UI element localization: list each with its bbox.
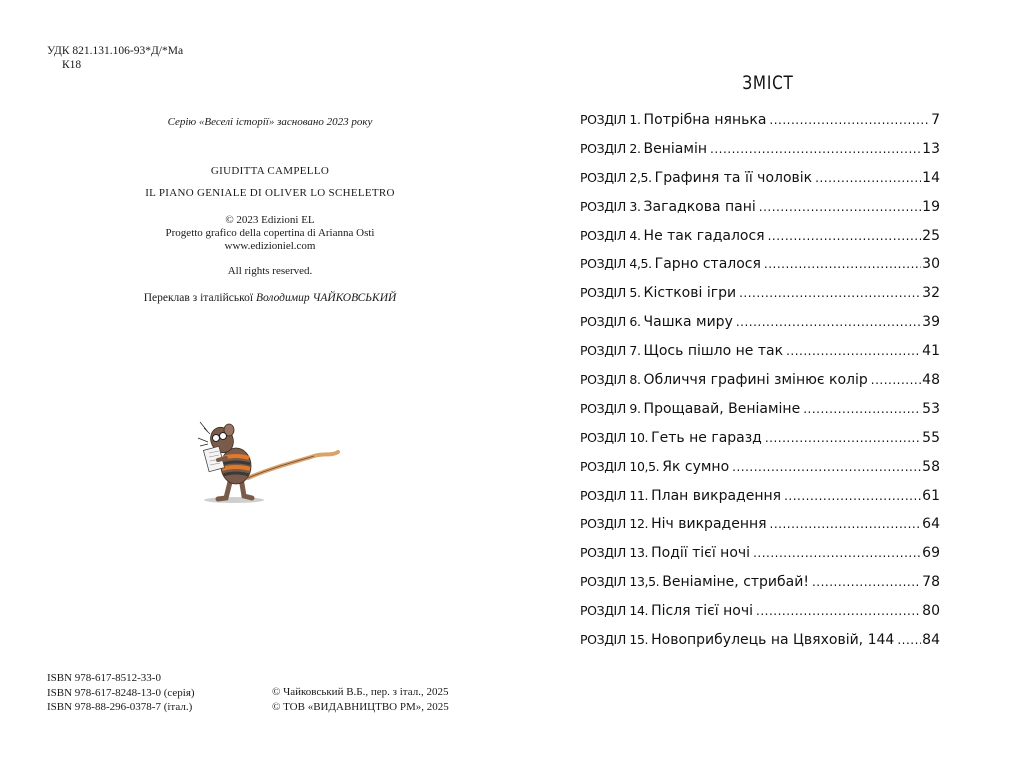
chapter-title: Прощавай, Веніаміне: [643, 400, 801, 417]
chapter-page: 30: [922, 256, 940, 273]
chapter-title: Обличчя графині змінює колір: [643, 372, 868, 389]
udk-code: УДК 821.131.106-93*Д/*Ма: [47, 45, 184, 57]
chapter-page: 58: [922, 458, 940, 475]
chapter-label: РОЗДІЛ 14.: [580, 603, 649, 619]
chapter-label: РОЗДІЛ 15.: [580, 632, 649, 648]
chapter-title: Графиня та її чоловік: [654, 169, 813, 186]
rights-line: Progetto grafico della copertina di Arianna Osti: [165, 227, 375, 239]
rights-line: © 2023 Edizioni EL: [225, 214, 315, 226]
leader-dots: [815, 171, 921, 185]
chapter-label: РОЗДІЛ 8.: [580, 372, 641, 388]
toc-entry: [580, 488, 940, 517]
chapter-page: 64: [922, 516, 940, 533]
chapter-label: РОЗДІЛ 1.: [580, 112, 641, 127]
series-note: Серію «Веселі історії» засновано 2023 року: [167, 116, 373, 128]
chapter-page: 32: [922, 285, 940, 302]
toc-entry: [580, 141, 940, 170]
leader-dots: [736, 315, 921, 329]
chapter-label: РОЗДІЛ 5.: [580, 285, 641, 301]
udk-block: [47, 44, 183, 72]
isbn-line: ISBN 978-88-296-0378-7 (італ.): [47, 701, 193, 713]
leader-dots: [770, 517, 922, 531]
isbn-line: ISBN 978-617-8512-33-0: [47, 672, 161, 684]
leader-dots: [753, 546, 921, 560]
chapter-title: Гарно сталося: [654, 256, 761, 273]
k-code: К18: [62, 59, 82, 71]
chapter-label: РОЗДІЛ 10,5.: [580, 458, 660, 474]
toc-entry: [580, 603, 940, 632]
chapter-label: РОЗДІЛ 4.: [580, 227, 641, 243]
toc-entry: [580, 112, 940, 141]
toc-entry: [580, 256, 940, 285]
rights-line: www.edizioniel.com: [224, 240, 316, 252]
chapter-title: Ніч викрадення: [651, 516, 767, 533]
original-title: IL PIANO GENIALE DI OLIVER LO SCHELETRO: [145, 187, 395, 199]
toc-entry: [580, 170, 940, 199]
chapter-title: Геть не гаразд: [651, 429, 762, 446]
chapter-title: Після тієї ночі: [651, 603, 753, 620]
rat-reading-illustration: [196, 408, 346, 508]
chapter-title: Потрібна нянька: [643, 112, 767, 128]
chapter-title: План викрадення: [651, 487, 782, 504]
chapter-label: РОЗДІЛ 2,5.: [580, 169, 652, 185]
chapter-title: Не так гадалося: [643, 227, 765, 244]
chapter-label: РОЗДІЛ 11.: [580, 487, 649, 503]
toc-entry: [580, 545, 940, 574]
all-rights-reserved: All rights reserved.: [227, 265, 313, 277]
chapter-title: Щось пішло не так: [643, 343, 784, 360]
chapter-page: 69: [922, 545, 940, 562]
chapter-page: 78: [922, 574, 940, 591]
leader-dots: [765, 431, 921, 445]
leader-dots: [756, 604, 921, 618]
chapter-label: РОЗДІЛ 3.: [580, 198, 641, 214]
copyright-line: © ТОВ «ВИДАВНИЦТВО РМ», 2025: [272, 700, 449, 713]
isbn-block: [47, 671, 195, 715]
chapter-title: Події тієї ночі: [651, 545, 751, 562]
chapter-page: 61: [922, 487, 940, 504]
copyright-block: [272, 685, 449, 714]
toc-entry: [580, 516, 940, 545]
toc-entry: [580, 401, 940, 430]
chapter-page: 41: [922, 343, 940, 360]
leader-dots: [710, 142, 921, 156]
toc-entry: [580, 343, 940, 372]
toc-title: ЗМІСТ: [742, 72, 794, 94]
chapter-page: 84: [922, 632, 940, 649]
chapter-title: Веніаміне, стрибай!: [662, 574, 809, 591]
chapter-label: РОЗДІЛ 4,5.: [580, 256, 652, 272]
toc-entry: [580, 574, 940, 603]
chapter-label: РОЗДІЛ 6.: [580, 314, 641, 330]
leader-dots: [759, 200, 921, 214]
chapter-label: РОЗДІЛ 13.: [580, 545, 649, 561]
chapter-title: Веніамін: [643, 140, 707, 157]
toc-entry: [580, 372, 940, 401]
isbn-line: ISBN 978-617-8248-13-0 (серія): [47, 686, 195, 699]
chapter-page: 80: [922, 603, 940, 620]
chapter-label: РОЗДІЛ 13,5.: [580, 574, 660, 590]
chapter-page: 55: [922, 429, 940, 446]
leader-dots: [739, 286, 921, 300]
chapter-title: Як сумно: [662, 458, 730, 475]
chapter-page: 19: [922, 198, 940, 215]
chapter-page: 7: [931, 112, 940, 128]
leader-dots: [786, 344, 921, 358]
chapter-title: Новоприбулець на Цвяховій, 144: [651, 632, 895, 649]
chapter-page: 25: [922, 227, 940, 244]
chapter-page: 13: [922, 140, 940, 157]
toc-entry: [580, 632, 940, 661]
chapter-label: РОЗДІЛ 7.: [580, 343, 641, 359]
leader-dots: [768, 229, 922, 243]
chapter-page: 48: [922, 372, 940, 389]
leader-dots: [769, 113, 930, 127]
leader-dots: [812, 575, 921, 589]
leader-dots: [897, 633, 921, 647]
leader-dots: [764, 257, 921, 271]
leader-dots: [784, 489, 921, 503]
toc-entry: [580, 199, 940, 228]
translated-prefix: Переклав з італійської: [143, 292, 254, 304]
chapter-label: РОЗДІЛ 9.: [580, 400, 641, 416]
chapter-label: РОЗДІЛ 12.: [580, 516, 649, 532]
leader-dots: [871, 373, 921, 387]
chapter-title: Кісткові ігри: [643, 285, 737, 302]
chapter-title: Чашка миру: [643, 314, 733, 331]
chapter-page: 53: [922, 400, 940, 417]
translator-credit: [80, 292, 460, 304]
leader-dots: [803, 402, 921, 416]
contents-page: [512, 0, 1024, 757]
toc-list: [580, 112, 940, 661]
chapter-page: 39: [922, 314, 940, 331]
chapter-title: Загадкова пані: [643, 198, 756, 215]
chapter-label: РОЗДІЛ 2.: [580, 140, 641, 156]
toc-entry: [580, 430, 940, 459]
chapter-page: 14: [922, 169, 940, 186]
original-author: GIUDITTA CAMPELLO: [210, 165, 330, 177]
copyright-line: © Чайковський В.Б., пер. з італ., 2025: [272, 686, 449, 698]
leader-dots: [732, 460, 921, 474]
toc-entry: [580, 459, 940, 488]
toc-entry: [580, 228, 940, 257]
toc-entry: [580, 285, 940, 314]
toc-entry: [580, 314, 940, 343]
chapter-label: РОЗДІЛ 10.: [580, 429, 649, 445]
translator-name: Володимир ЧАЙКОВСЬКИЙ: [255, 292, 397, 304]
publisher-rights: [80, 214, 460, 253]
